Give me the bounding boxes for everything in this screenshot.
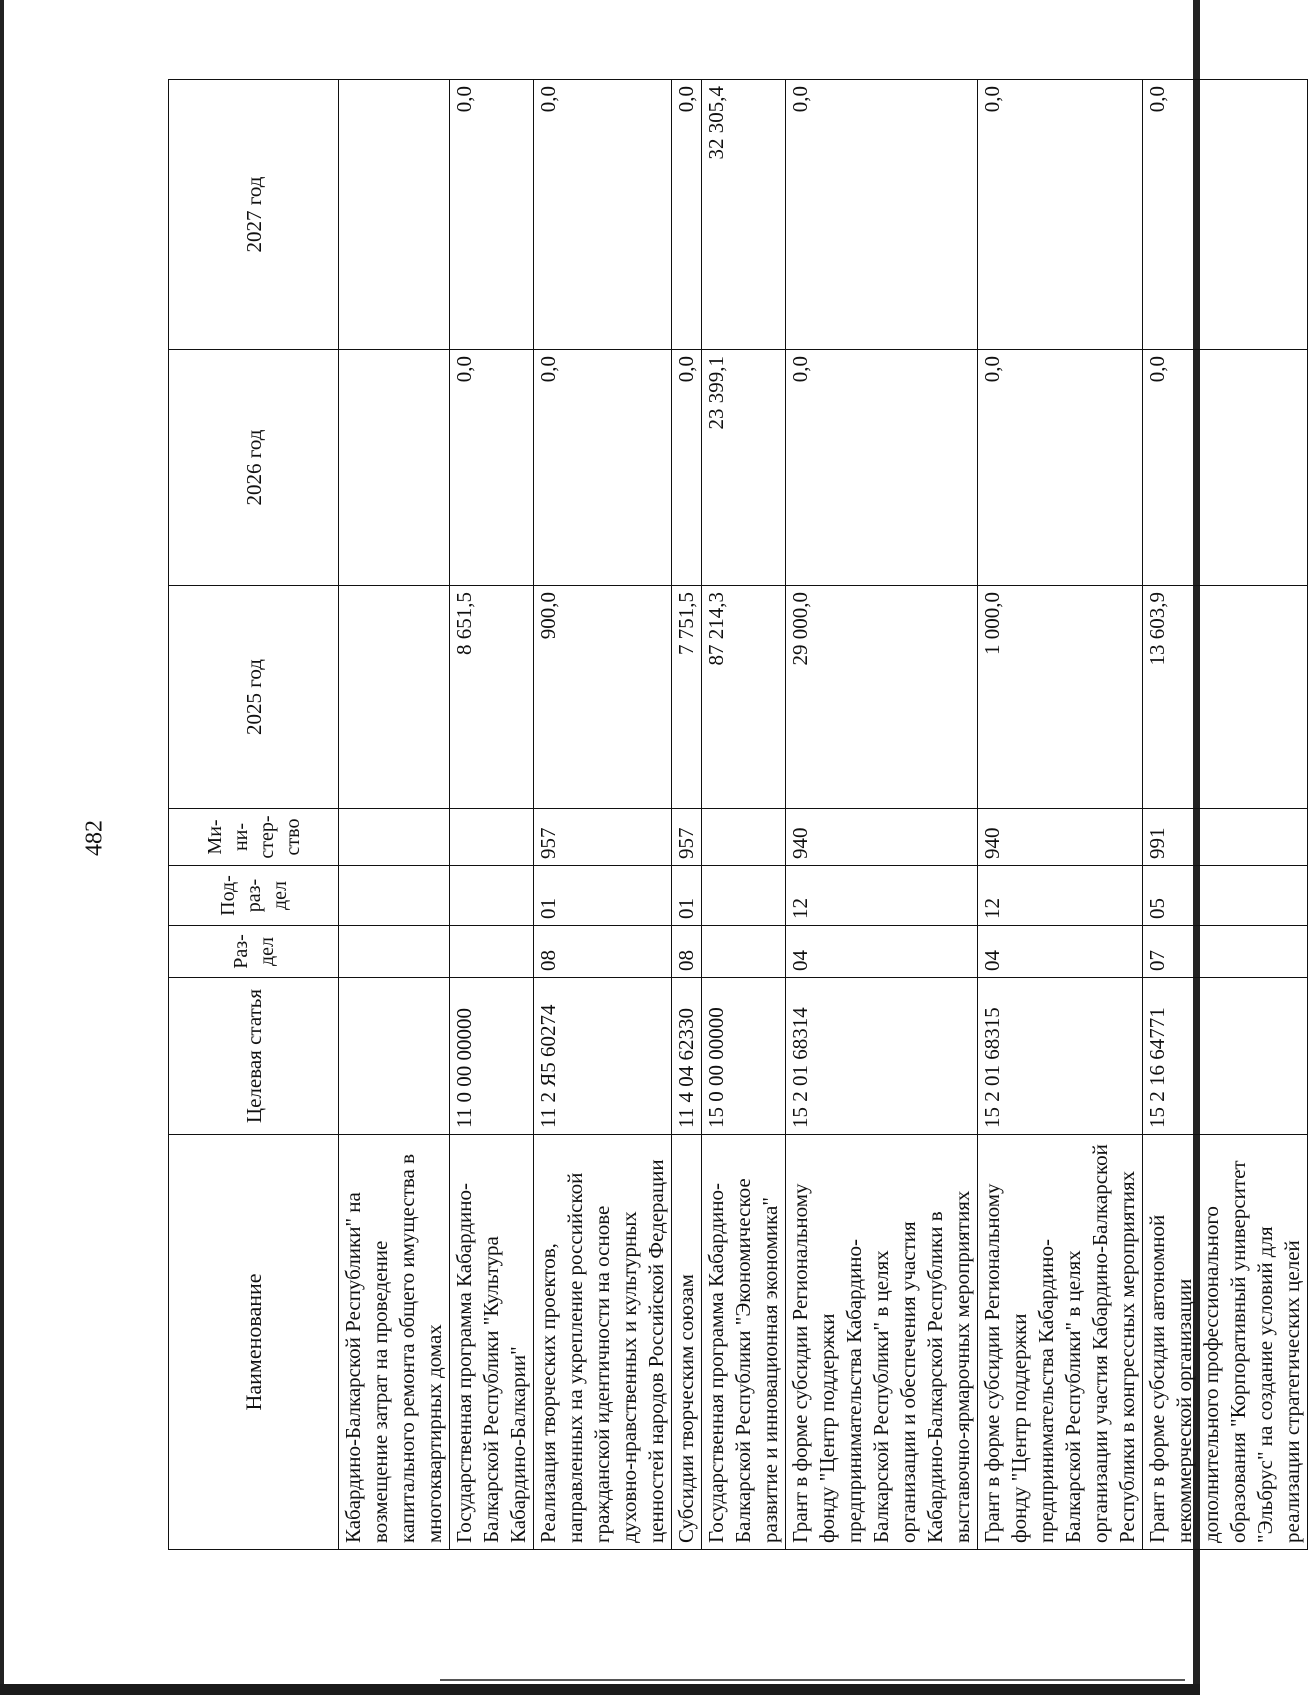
cell-target: 15 2 01 68315 xyxy=(978,978,1143,1135)
cell-2027: 0,0 xyxy=(672,80,702,350)
cell-2026: 0,0 xyxy=(450,350,534,586)
cell-2027 xyxy=(339,80,450,350)
table-row xyxy=(978,80,1143,1550)
cell-subsection: 12 xyxy=(978,866,1143,926)
cell-2026: 0,0 xyxy=(978,350,1143,586)
cell-name: Грант в форме субсидии Региональному фонду "Центр поддержки предпринимательства Кабардино-Балкарской Республики" в целях организации и обеспечения участия Кабардино-Балкарской Республики в выставочно-ярмарочных мероприятиях xyxy=(786,1135,978,1550)
cell-name: Грант в форме субсидии Региональному фонду "Центр поддержки предпринимательства Кабардино-Балкарской Республики" в целях организации участия Кабардино-Балкарской Республики в конгрессных мероприятиях xyxy=(978,1135,1143,1550)
cell-2025: 8 651,5 xyxy=(450,586,534,809)
cell-name: Субсидии творческим союзам xyxy=(672,1135,702,1550)
cell-ministry xyxy=(702,809,786,866)
cell-subsection: 05 xyxy=(1143,866,1308,926)
cell-2025: 87 214,3 xyxy=(702,586,786,809)
cell-target: 11 0 00 00000 xyxy=(450,978,534,1135)
cell-target: 11 2 Я5 60274 xyxy=(534,978,672,1135)
cell-subsection xyxy=(450,866,534,926)
cell-section: 08 xyxy=(534,926,672,978)
cell-2026 xyxy=(339,350,450,586)
cell-section xyxy=(702,926,786,978)
cell-subsection: 01 xyxy=(672,866,702,926)
cell-name: Грант в форме субсидии автономной некоммерческой организации дополнительного профессионального образования "Корпоративный университет "Эльбрус" на создание условий для реализации стратегических целей xyxy=(1143,1135,1308,1550)
cell-section xyxy=(339,926,450,978)
table-row xyxy=(339,80,450,1550)
cell-2026: 0,0 xyxy=(1143,350,1308,586)
header-target: Целевая статья xyxy=(169,978,339,1135)
table-row xyxy=(786,80,978,1550)
scan-edge-bottom xyxy=(0,1684,1200,1695)
cell-ministry: 940 xyxy=(978,809,1143,866)
cell-2026: 0,0 xyxy=(672,350,702,586)
table-header-row xyxy=(169,80,339,1550)
cell-section xyxy=(450,926,534,978)
cell-ministry: 940 xyxy=(786,809,978,866)
cell-ministry: 957 xyxy=(534,809,672,866)
table-row xyxy=(1143,80,1308,1550)
cell-section: 04 xyxy=(978,926,1143,978)
cell-section: 08 xyxy=(672,926,702,978)
scan-line-bottom xyxy=(440,1679,1185,1681)
budget-table xyxy=(168,79,1308,1550)
cell-subsection xyxy=(339,866,450,926)
rotated-page xyxy=(168,80,1304,1550)
cell-2027: 0,0 xyxy=(1143,80,1308,350)
cell-ministry xyxy=(339,809,450,866)
cell-target: 15 2 01 68314 xyxy=(786,978,978,1135)
header-ministry: Ми- ни- стер- ство xyxy=(169,809,339,866)
cell-2027: 0,0 xyxy=(978,80,1143,350)
cell-ministry: 991 xyxy=(1143,809,1308,866)
cell-2025: 29 000,0 xyxy=(786,586,978,809)
cell-2027: 0,0 xyxy=(450,80,534,350)
cell-2025: 7 751,5 xyxy=(672,586,702,809)
cell-name: Государственная программа Кабардино-Балкарской Республики "Культура Кабардино-Балкарии" xyxy=(450,1135,534,1550)
cell-target: 11 4 04 62330 xyxy=(672,978,702,1135)
cell-target: 15 0 00 00000 xyxy=(702,978,786,1135)
cell-name: Государственная программа Кабардино-Балкарской Республики "Экономическое развитие и инновационная экономика" xyxy=(702,1135,786,1550)
cell-ministry: 957 xyxy=(672,809,702,866)
header-2026: 2026 год xyxy=(169,350,339,586)
cell-2026: 0,0 xyxy=(786,350,978,586)
cell-2026: 0,0 xyxy=(534,350,672,586)
cell-target: 15 2 16 64771 xyxy=(1143,978,1308,1135)
cell-2027: 32 305,4 xyxy=(702,80,786,350)
table-row xyxy=(450,80,534,1550)
cell-2027: 0,0 xyxy=(534,80,672,350)
cell-section: 07 xyxy=(1143,926,1308,978)
cell-subsection: 12 xyxy=(786,866,978,926)
cell-name: Кабардино-Балкарской Республики" на возмещение затрат на проведение капитального ремонта общего имущества в многоквартирных домах xyxy=(339,1135,450,1550)
cell-2027: 0,0 xyxy=(786,80,978,350)
table-row xyxy=(534,80,672,1550)
cell-target xyxy=(339,978,450,1135)
cell-subsection: 01 xyxy=(534,866,672,926)
header-2025: 2025 год xyxy=(169,586,339,809)
cell-2025 xyxy=(339,586,450,809)
cell-subsection xyxy=(702,866,786,926)
table-row xyxy=(702,80,786,1550)
page-number: 482 xyxy=(81,820,108,856)
scan-edge-left xyxy=(0,0,4,1695)
cell-2025: 900,0 xyxy=(534,586,672,809)
cell-section: 04 xyxy=(786,926,978,978)
cell-ministry xyxy=(450,809,534,866)
header-name: Наименование xyxy=(169,1135,339,1550)
header-section: Раз- дел xyxy=(169,926,339,978)
table-row xyxy=(672,80,702,1550)
header-subsection: Под- раз- дел xyxy=(169,866,339,926)
cell-name: Реализация творческих проектов, направленных на укрепление российской гражданской идентичности на основе духовно-нравственных и культурных ценностей народов Российской Федерации xyxy=(534,1135,672,1550)
header-2027: 2027 год xyxy=(169,80,339,350)
cell-2025: 1 000,0 xyxy=(978,586,1143,809)
cell-2025: 13 603,9 xyxy=(1143,586,1308,809)
cell-2026: 23 399,1 xyxy=(702,350,786,586)
